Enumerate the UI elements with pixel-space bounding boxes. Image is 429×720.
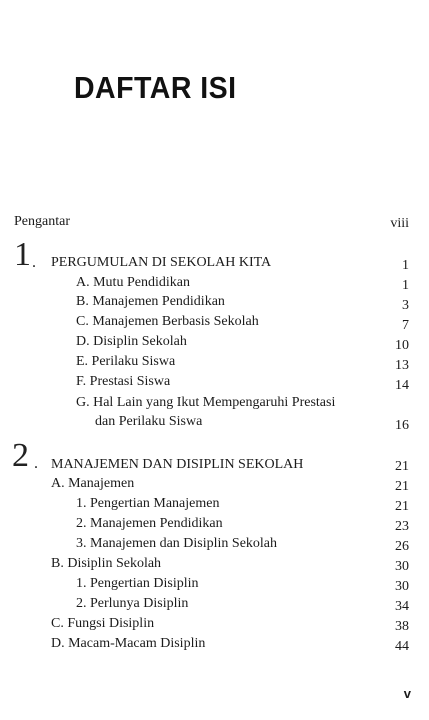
toc-entry: E. Perilaku Siswa [76, 354, 176, 369]
chapter-number: 1 [14, 236, 31, 273]
toc-entry-page: 1 [402, 278, 409, 293]
chapter-number: 2 [12, 437, 29, 474]
toc-entry: 1. Pengertian Manajemen [76, 496, 220, 511]
chapter-page: 21 [395, 459, 409, 474]
toc-entry-page: 30 [395, 559, 409, 574]
toc-entry-page: 23 [395, 519, 409, 534]
toc-entry-page: 26 [395, 539, 409, 554]
toc-entry-page: 34 [395, 599, 409, 614]
toc-entry-page: 13 [395, 358, 409, 373]
toc-entry-page: 21 [395, 499, 409, 514]
page-title: DAFTAR ISI [74, 70, 237, 105]
toc-entry: B. Manajemen Pendidikan [76, 294, 225, 309]
toc-entry-page: 44 [395, 639, 409, 654]
toc-entry-page: 30 [395, 579, 409, 594]
page-number: v [403, 686, 411, 701]
toc-entry-page: 3 [402, 298, 409, 313]
chapter-title: PERGUMULAN DI SEKOLAH KITA [51, 255, 272, 270]
toc-page-pengantar: viii [390, 216, 409, 231]
toc-entry-page: 21 [395, 479, 409, 494]
toc-entry-page: 16 [395, 418, 409, 433]
toc-entry-page: 7 [402, 318, 409, 333]
toc-entry-pengantar: Pengantar [14, 214, 70, 229]
toc-entry: 2. Manajemen Pendidikan [76, 516, 223, 531]
toc-entry-page: 38 [395, 619, 409, 634]
toc-entry: B. Disiplin Sekolah [51, 556, 162, 571]
chapter-title: MANAJEMEN DAN DISIPLIN SEKOLAH [51, 457, 304, 472]
toc-entry-continued: dan Perilaku Siswa [95, 414, 203, 429]
toc-entry: D. Macam-Macam Disiplin [51, 636, 206, 651]
toc-entry-page: 10 [395, 338, 409, 353]
toc-entry: D. Disiplin Sekolah [76, 334, 187, 349]
toc-entry: C. Fungsi Disiplin [51, 616, 155, 631]
toc-entry-page: 14 [395, 378, 409, 393]
toc-entry: 2. Perlunya Disiplin [76, 596, 189, 611]
toc-entry: A. Mutu Pendidikan [76, 275, 190, 290]
toc-entry: C. Manajemen Berbasis Sekolah [76, 314, 259, 329]
toc-entry: G. Hal Lain yang Ikut Mempengaruhi Prestasi [76, 395, 336, 410]
chapter-number-dot: . [34, 455, 38, 472]
toc-entry: 1. Pengertian Disiplin [76, 576, 199, 591]
chapter-page: 1 [402, 258, 409, 273]
toc-entry: F. Prestasi Siswa [76, 374, 171, 389]
toc-entry: A. Manajemen [51, 476, 135, 491]
toc-entry: 3. Manajemen dan Disiplin Sekolah [76, 536, 278, 551]
chapter-number-dot: . [32, 254, 36, 271]
